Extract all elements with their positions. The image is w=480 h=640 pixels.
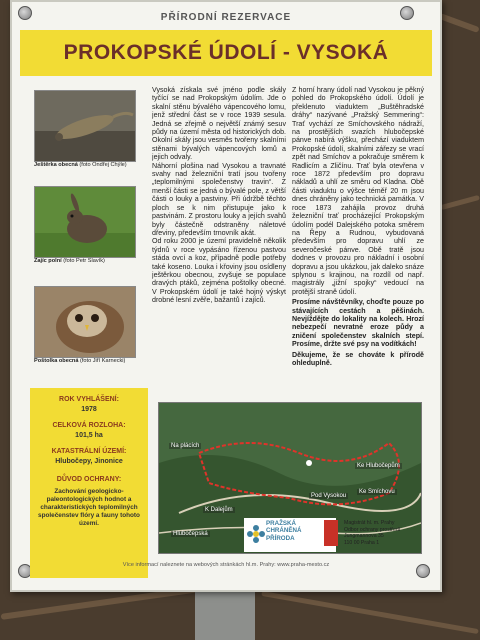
- photo-credit: (foto Jiří Karnecki): [80, 358, 126, 364]
- title-bar: [20, 30, 432, 76]
- paragraph: Náhorní plošina nad Vysokou a travnaté svahy nad železniční tratí jsou tvořeny „teplomilnými společenstvy travin“. Z menší části se jedná o bývalé pole, z větší části o louky a pastviny. Při údržbě těchto ploch se k nim přistupuje jako k pastvinám. Z prostoru louky a jejích svahů byly částečně odstraněny náletové dřeviny, především trnovník akát.: [152, 161, 286, 237]
- logo-text: [266, 520, 301, 542]
- thanks-note: Děkujeme, že se chováte k přírodě ohleduplně.: [292, 350, 424, 367]
- photo-name: Zajíc polní: [34, 258, 62, 264]
- paragraph: Vysoká získala své jméno podle skály tyčící se nad Prokopským údolím. Jde o skalní stěnu bývalého vápencového lomu, jenž střední část se v roce 1939 sesula. Jedná se zřejmě o největší známý sesuv půdy na území města od historických dob. Okolní skály jsou vesměs tvořeny skalními stěnami bývalých vápencových lomů a jejich odvaly.: [152, 86, 286, 162]
- prague-emblem-icon: [324, 520, 338, 546]
- page-title: PROKOPSKÉ ÚDOLÍ - VYSOKÁ: [63, 41, 389, 64]
- photo-name: Ještěrka obecná: [34, 162, 78, 168]
- photo-caption: [34, 162, 164, 168]
- text-column-left: [152, 86, 286, 391]
- logo-line: PRAŽSKÁ: [266, 520, 296, 527]
- cadastral-label: KATASTRÁLNÍ ÚZEMÍ:: [51, 448, 127, 455]
- branch: [440, 195, 480, 210]
- visitor-notice: Prosíme návštěvníky, choďte pouze po stávajících cestách a pěšinách. Nevjíždějte do lokality na kolech. Hrozí nebezpečí nevratné eroze půdy a zničení společenstev skalních stepí. Prosíme, držte své psy na vodítkách!: [292, 298, 424, 349]
- flower-logo-icon: [247, 525, 265, 543]
- kestrel-photo: [34, 286, 136, 358]
- logo-panel: [244, 518, 336, 552]
- authority-line: 110 00 Praha 1: [344, 539, 380, 546]
- authority-line: Jungmannova 35: [344, 533, 384, 540]
- photo-credit: (foto Ondřej Chýle): [79, 162, 127, 168]
- branch: [261, 591, 479, 634]
- information-board: [10, 0, 442, 592]
- text-column-right: [292, 86, 424, 391]
- photo-caption: [34, 358, 164, 364]
- hare-photo: [34, 186, 136, 258]
- cadastral-value: Hlubočepy, Jinonice: [55, 458, 123, 465]
- photo-name: Poštolka obecná: [34, 358, 79, 364]
- info-panel: [30, 388, 148, 578]
- photo-credit: (foto Petr Slavík): [63, 258, 105, 264]
- map-label: K Dalejům: [205, 507, 233, 513]
- authority-line: Odbor ochrany prostředí: [344, 526, 401, 533]
- map-label: Na plácích: [171, 443, 200, 449]
- sign-post: [195, 588, 255, 640]
- declared-value: 1978: [81, 406, 97, 413]
- authority-line: Magistrát hl. m. Prahy: [344, 520, 395, 526]
- lizard-photo: [34, 90, 136, 162]
- category-label: PŘÍRODNÍ REZERVACE: [160, 12, 292, 23]
- area-value: 101,5 ha: [75, 432, 103, 439]
- authority-address: [344, 520, 424, 546]
- logo-line: CHRÁNĚNÁ: [266, 527, 302, 535]
- map-label: Ke Hlubočepům: [357, 463, 400, 469]
- reason-value: Zachování geologicko-paleontologických hodnot a charakteristických teplomilných společenstev flóry a fauny tohoto území.: [38, 488, 140, 527]
- declared-label: ROK VYHLÁŠENÍ:: [59, 396, 119, 403]
- paragraph: Od roku 2000 je území pravidelně několik týdnů v roce vypásáno řízenou pastvou stáda ovcí a koz, případně podle potřeby také koseno. Louka i křoviny jsou osídleny ještěrkou obecnou, zvyšuje se populace dravých ptáků, zejména poštolky obecné. V Prokopském údolí je také hojný výskyt drobné lesní zvěře, bažantů i zajíců.: [152, 237, 286, 305]
- map-label: Pod Vysokou: [311, 493, 347, 499]
- map-label: Ke Smíchovu: [359, 489, 395, 495]
- paragraph: Z horní hrany údolí nad Vysokou je pěkný pohled do Prokopského údolí. Údolí je překlenuto viaduktem „Buštěhradské dráhy“ nazývané „Pražský Semmering“: Trať vychází ze Smíchovského nádraží, na prostějších svazích hlubočepské pánve nabírá výšku, přechází viaduktem Prokopské údolí, skalními zářezy se vrací zpět nad Smíchov a pokračuje směrem k Radlicím a Zličínu. Trať byla otevřena v roce 1872 především pro dopravu nákladů a uhlí ze směru od Kladna. Obě části viaduktu o výšce téměř 20 m jsou dnes chráněny jako technická památka. V roce 1873 zahájila provoz druhá železniční trať procházející Prokopským údolím podél Dalejského potoka směrem na Řepy a Rudnou, vybudovaná především pro dopravu uhlí ze severočeské pánve. Obě tratě jsou dodnes v provozu pro nákladní i osobní dopravu a jsou ukázkou, jak daleko snáze splynou s krajinou, na rozdíl od např. magistrály „jižní spojky“ vedoucí na protější straně údolí.: [292, 86, 424, 296]
- logo-line: PŘÍRODA: [266, 534, 295, 542]
- branch: [438, 13, 480, 33]
- reason-label: DŮVOD OCHRANY:: [56, 476, 122, 483]
- map-label: Hlubočepská: [173, 531, 208, 537]
- footer-note: Více informací naleznete na webových stránkách hl.m. Prahy: www.praha-mesto.cz: [122, 562, 330, 568]
- photo-caption: [34, 258, 164, 264]
- area-label: CELKOVÁ ROZLOHA:: [52, 422, 126, 429]
